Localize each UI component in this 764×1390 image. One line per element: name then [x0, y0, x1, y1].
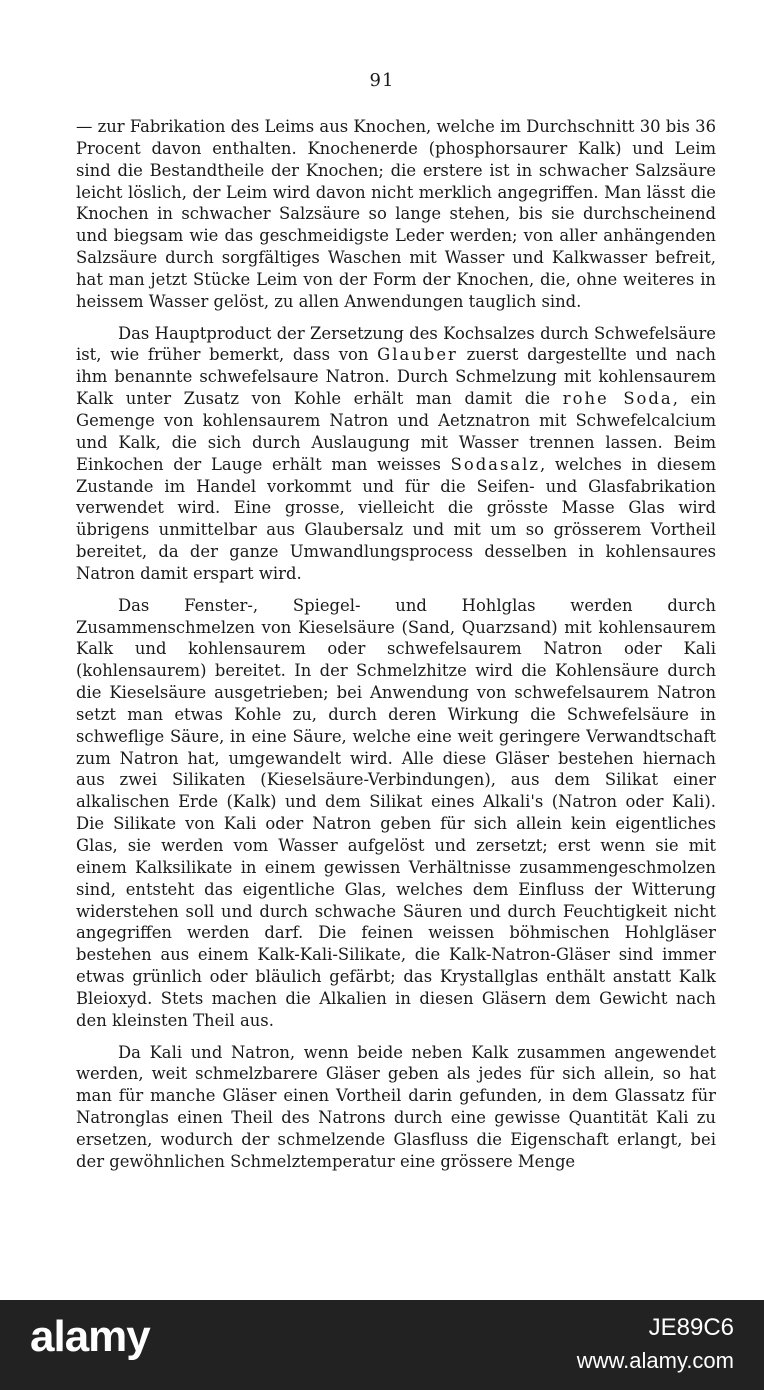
text-segment: Das Fenster-, Spiegel- und Hohlglas werden durch Zusammenschmelzen von Kieselsäure (Sand, Quarzsand) mit kohlensaurem Kalk und kohlensaurem oder schwefelsaurem Natron oder Kali (kohlensaurem) bereitet. In der Schmelzhitze wird die Kohlensäure durch die Kieselsäure ausgetrieben; bei Anwendung von schwefelsaurem Natron setzt man etwas Kohle zu, durch deren Wirkung die Schwefelsäure in schweflige Säure, in eine Säure, welche eine weit geringere Verwandtschaft zum Natron hat, umgewandelt wird. Alle diese Gläser bestehen hiernach aus zwei Silikaten (Kieselsäure-Verbindungen), aus dem Silikat einer alkalischen Erde (Kalk) und dem Silikat eines Alkali's (Natron oder Kali). Die Silikate von Kali oder Natron geben für sich allein kein eigentliches Glas, sie werden vom Wasser aufgelöst und zersetzt; erst wenn sie mit einem Kalksilikate in einem gewissen Verhältnisse zusammengeschmolzen sind, entsteht das eigentliche Glas, welches dem Einfluss der Witterung widerstehen soll und durch schwache Säuren und durch Feuchtigkeit nicht angegriffen werden darf. Die feinen weissen böhmischen Hohlgläser bestehen aus einem Kalk-Kali-Silikate, die Kalk-Natron-Gläser sind immer etwas grünlich oder bläulich gefärbt; das Krystallglas enthält anstatt Kalk Bleioxyd. Stets machen die Alkalien in diesen Gläsern dem Gewicht nach den kleinsten Theil aus. [76, 595, 716, 1030]
text-segment: , ein Gemenge von kohlensaurem Natron und Aetznatron mit Schwefelcalcium und Kalk, die sich durch Auslaugung mit Wasser trennen lassen. Beim Einkochen der Lauge erhält man weisses [76, 389, 717, 474]
paragraph [76, 116, 716, 313]
image-id: JE89C6 [648, 1314, 734, 1341]
body-text [76, 116, 716, 1173]
emphasized-term: Glauber [377, 345, 458, 365]
paragraph [76, 323, 716, 585]
text-segment: Da Kali und Natron, wenn beide neben Kalk zusammen angewendet werden, weit schmelzbarere Gläser geben als jedes für sich allein, so hat man für manche Gläser einen Vortheil darin gefunden, in dem Glassatz für Natronglas einen Theil des Natrons durch eine gewisse Quantität Kali zu ersetzen, wodurch der schmelzende Glasfluss die Eigenschaft erlangt, bei der gewöhnlichen Schmelztemperatur eine grössere Menge [76, 1042, 716, 1171]
emphasized-term: Sodasalz [450, 454, 541, 474]
text-segment: , welches in diesem Zustande im Handel vorkommt und für die Seifen- und Glasfabrikation verwendet wird. Eine grosse, vielleicht die grösste Masse Glas wird übrigens unmittelbar aus Glaubersalz und mit um so grösserem Vortheil bereitet, da der ganze Umwandlungsprocess desselben in kohlensaures Natron damit erspart wird. [76, 454, 716, 583]
stock-watermark-bar [0, 1300, 764, 1390]
alamy-logo: alamy [30, 1312, 150, 1361]
text-segment: zuerst dargestellte und nach ihm benannte schwefelsaure Natron. Durch Schmelzung mit kohlensaurem Kalk unter Zusatz von Kohle erhält man damit die [76, 345, 716, 409]
emphasized-term: rohe Soda [562, 389, 673, 409]
text-segment: Das Hauptproduct der Zersetzung des Kochsalzes durch Schwefelsäure ist, wie früher bemerkt, dass von [76, 323, 716, 365]
footer-url: www.alamy.com [576, 1348, 734, 1373]
text-segment: — zur Fabrikation des Leims aus Knochen, welche im Durchschnitt 30 bis 36 Procent davon enthalten. Knochenerde (phosphorsaurer Kalk) und Leim sind die Bestandtheile der Knochen; die erstere ist in schwacher Salzsäure leicht löslich, der Leim wird davon nicht merklich angegriffen. Man lässt die Knochen in schwacher Salzsäure so lange stehen, bis sie durchscheinend und biegsam wie das geschmeidigste Leder werden; von aller anhängenden Salzsäure durch sorgfältiges Waschen mit Wasser und Kalkwasser befreit, hat man jetzt Stücke Leim von der Form der Knochen, die, ohne weiteres in heissem Wasser gelöst, zu allen Anwendungen tauglich sind. [76, 117, 716, 311]
page-number: 91 [369, 70, 395, 91]
paragraph [76, 595, 716, 1032]
paragraph [76, 1042, 716, 1173]
